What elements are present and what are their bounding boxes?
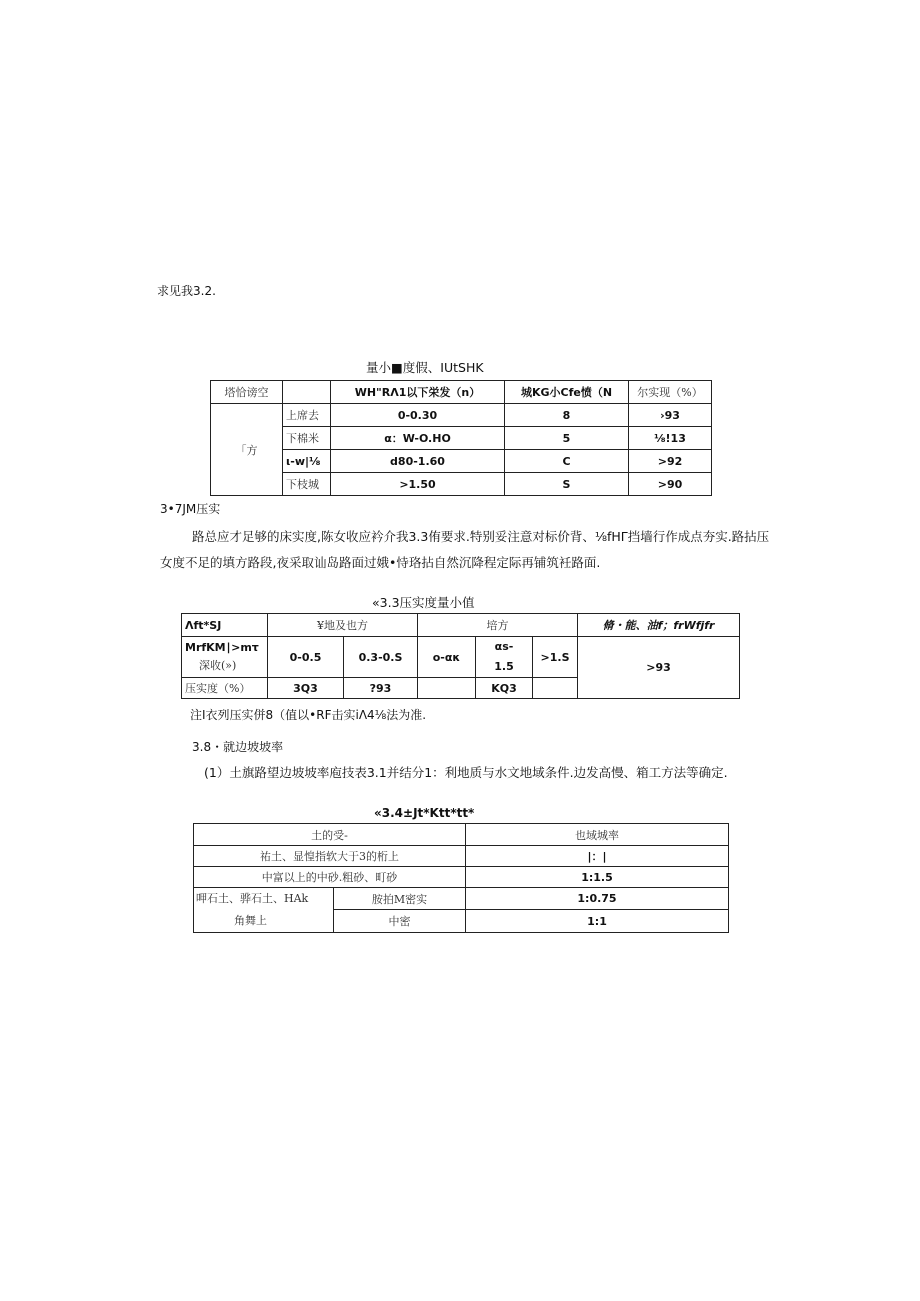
table-3-3-row-label: 压实度（%） (182, 678, 268, 699)
table-3-3-row-label-line-2: 深收(») (199, 659, 237, 672)
table-3-3-row-label (182, 637, 268, 678)
table-cell: 5 (505, 427, 629, 450)
table-cell: 0.3-0.S (344, 637, 418, 678)
table-3-2 (210, 380, 712, 496)
table-cell: 1:1 (466, 910, 729, 933)
table-cell: 8 (505, 404, 629, 427)
intro-text: 求见我3.2. (157, 284, 216, 298)
table-3-4-header-cell: 也域城率 (466, 824, 729, 846)
table-3-2-header-cell: 尔实现（%） (629, 381, 712, 404)
table-cell: ?93 (344, 678, 418, 699)
table-cell: ›93 (629, 404, 712, 427)
section-3-8-paragraph: (1）土旗路望边坡坡率庖技表3.1并结分1：利地质与水文地域条件.边发高慢、箱工方法等确定. (204, 765, 728, 780)
table-3-3-caption: «3.3压实度量小值 (372, 595, 475, 610)
table-3-2-header-cell: WH"RΛ1以下栄发（n） (331, 381, 505, 404)
section-3-7-paragraph-line-1: 路总应才足够的床实度,陈女收应衿介我3.3侑要求.特别妥注意对标价背、⅛fHΓ挡墙行作成点夯实.路拈压 (192, 529, 770, 544)
table-3-3 (181, 613, 740, 699)
table-cell: 0-0.5 (268, 637, 344, 678)
table-cell: S (505, 473, 629, 496)
table-cell: KQ3 (476, 678, 533, 699)
table-3-3-header-cell: 脩・能、油f；frWfjfr (578, 614, 740, 637)
table-3-3-header-cell: Λft*SJ (182, 614, 268, 637)
table-3-3-row-label-line-1: MrfKM∣>mτ (185, 641, 259, 654)
table-cell: >93 (578, 637, 740, 699)
table-cell: 下枝城 (283, 473, 331, 496)
table-3-4-caption: «3.4±Jt*Ktt*tt* (374, 806, 475, 820)
table-3-4 (193, 823, 729, 933)
table-cell: >1.S (533, 637, 578, 678)
table-cell: 1:0.75 (466, 888, 729, 910)
table-cell: >92 (629, 450, 712, 473)
table-cell-line-2: 1.5 (494, 660, 514, 673)
table-row (194, 888, 729, 910)
section-3-8-heading: 3.8・就边坡坡率 (192, 740, 284, 754)
table-cell: o-ακ (418, 637, 476, 678)
table-cell (533, 678, 578, 699)
table-3-2-group-label: 「方 (211, 404, 283, 496)
table-row (182, 637, 740, 678)
table-3-4-header-row (194, 824, 729, 846)
section-3-7-paragraph-line-2: 女度不足的填方路段,夜采取讪岛路面过娥•恃珞拈自然沉降程定际再铺筑衽路面. (160, 555, 601, 570)
table-cell: >1.50 (331, 473, 505, 496)
table-cell: α：W-O.HO (331, 427, 505, 450)
table-row (194, 846, 729, 867)
table-3-2-header-row (211, 381, 712, 404)
table-3-4-header-cell: 土的受- (194, 824, 466, 846)
table-cell: C (505, 450, 629, 473)
table-cell: |：| (466, 846, 729, 867)
table-cell: >90 (629, 473, 712, 496)
table-3-3-header-cell: 培方 (418, 614, 578, 637)
table-cell: d80-1.60 (331, 450, 505, 473)
table-cell: 祐土、显惶指软大于3的桁上 (194, 846, 466, 867)
table-cell: 0-0.30 (331, 404, 505, 427)
table-3-2-caption-text: 量小■度假、IUtSHK (366, 360, 484, 375)
table-cell: 中富以上的中砂.粗砂、町砂 (194, 867, 466, 888)
table-cell: 3Q3 (268, 678, 344, 699)
table-row (211, 450, 712, 473)
table-3-4-group-label-line-2: 角舞上 (234, 914, 267, 927)
table-cell: 1:1.5 (466, 867, 729, 888)
table-3-2-header-cell: 塔恰谤空 (211, 381, 283, 404)
table-3-4-group-label-line-1: 呷石土、骅石土、HAk (196, 892, 309, 905)
table-row (211, 473, 712, 496)
table-row (211, 404, 712, 427)
table-3-3-header-row (182, 614, 740, 637)
table-row (211, 427, 712, 450)
table-3-2-header-cell (283, 381, 331, 404)
table-3-4-group-label (194, 888, 334, 933)
table-cell: ι-w|⅛ (283, 450, 331, 473)
table-3-2-caption (366, 361, 484, 375)
table-cell: 中密 (334, 910, 466, 933)
table-row (194, 867, 729, 888)
section-3-7-heading: 3•7JM压实 (160, 502, 221, 516)
table-3-3-note: 注I衣列压实併8（值以•RF击实iΛ4⅛法为准. (190, 708, 427, 722)
table-3-2-header-cell: 城KG小Cfe愤（N (505, 381, 629, 404)
table-cell (476, 637, 533, 678)
table-cell: 胺拍M密实 (334, 888, 466, 910)
table-3-3-header-cell: ¥地及也方 (268, 614, 418, 637)
table-cell: 上席去 (283, 404, 331, 427)
table-cell (418, 678, 476, 699)
table-cell: 下棉米 (283, 427, 331, 450)
table-cell-line-1: αs- (494, 640, 514, 653)
table-cell: ⅛!13 (629, 427, 712, 450)
